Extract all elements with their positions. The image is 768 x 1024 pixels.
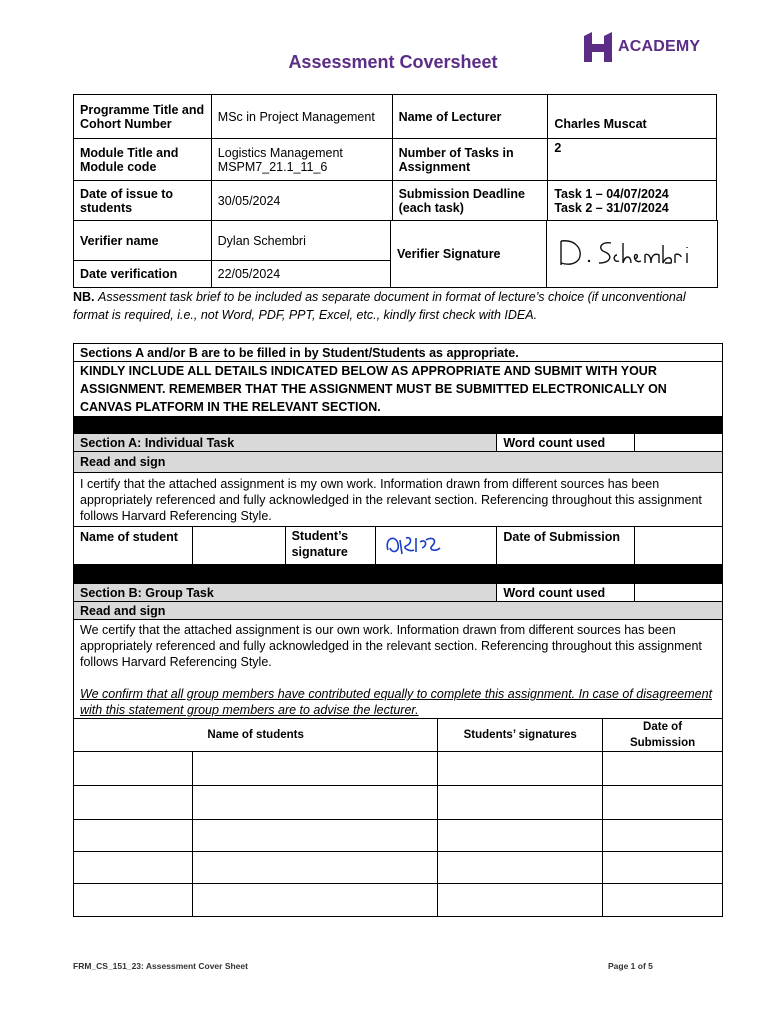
student-date-cell[interactable] [603, 884, 723, 917]
section-a-statement: I certify that the attached assignment is my own work. Information drawn from different sources has been appropriately referenced and fully acknowledged in the relevant section. Referencing throughout this assignment follows Harvard Referencing Style. [74, 473, 723, 527]
student-date-cell[interactable] [603, 820, 723, 852]
divider-bar [74, 417, 723, 434]
verifier-signature-table [390, 220, 718, 288]
student-signature-cell[interactable] [438, 786, 603, 820]
section-b-title: Section B: Group Task [74, 584, 497, 602]
student-name-cell[interactable] [192, 752, 438, 786]
verifier-signature-label: Verifier Signature [391, 221, 547, 288]
issue-label: Date of issue to students [74, 181, 212, 221]
section-a-word-count-label: Word count used [497, 434, 635, 452]
verifier-signature-cell [547, 221, 718, 288]
tasks-value: 2 [548, 139, 717, 181]
verifier-table [73, 220, 391, 288]
table-row [74, 752, 723, 786]
verifier-label: Verifier name [74, 221, 212, 261]
details-table [73, 94, 717, 221]
group-students-table [73, 718, 723, 917]
verifier-signature-image [553, 233, 703, 273]
section-b-read-sign: Read and sign [74, 602, 723, 620]
module-value [211, 139, 392, 181]
deadline-task2: Task 2 – 31/07/2024 [554, 200, 669, 215]
col-date-header: Date of Submission [603, 719, 723, 752]
issue-value: 30/05/2024 [211, 181, 392, 221]
table-row [74, 786, 723, 820]
student-id-cell[interactable] [74, 752, 193, 786]
table-row [74, 852, 723, 884]
table-row [74, 884, 723, 917]
verification-date-value: 22/05/2024 [211, 261, 390, 288]
nb-text: Assessment task brief to be included as separate document in format of lecture’s choice (if unconventional format is required, i.e., not Word, PDF, PPT, Excel, etc., kindly first check with IDEA. [73, 290, 686, 322]
section-b-confirm: We confirm that all group members have contributed equally to complete this assignment. In case of disagreement with this statement group members are to advise the lecturer. [80, 687, 713, 717]
student-id-cell[interactable] [74, 852, 193, 884]
student-name-input[interactable] [192, 527, 285, 565]
student-signature-cell[interactable] [438, 752, 603, 786]
date-of-submission-label: Date of Submission [497, 527, 635, 565]
student-date-cell[interactable] [603, 752, 723, 786]
student-signature-cell[interactable] [438, 820, 603, 852]
nb-label: NB. [73, 290, 95, 304]
student-name-cell[interactable] [192, 884, 438, 917]
footer-page-number: Page 1 of 5 [608, 961, 653, 971]
student-signature-image [382, 530, 446, 558]
section-a-read-sign: Read and sign [74, 452, 723, 473]
instructions-line2: KINDLY INCLUDE ALL DETAILS INDICATED BELOW AS APPROPRIATE AND SUBMIT WITH YOUR ASSIGNMENT. REMEMBER THAT THE ASSIGNMENT MUST BE SUBMITTED ELECTRONICALLY ON CANVAS PLATFORM IN THE RELEVANT SECTION. [74, 362, 723, 417]
section-b-statement-cell [74, 620, 723, 719]
verifier-value: Dylan Schembri [211, 221, 390, 261]
nb-note [73, 288, 723, 324]
lecturer-value: Charles Muscat [548, 95, 717, 139]
tasks-label: Number of Tasks in Assignment [392, 139, 548, 181]
student-section-table [73, 343, 723, 719]
logo-mark-icon [582, 32, 614, 64]
section-a-title: Section A: Individual Task [74, 434, 497, 452]
student-date-cell[interactable] [603, 852, 723, 884]
student-signature-cell[interactable] [438, 852, 603, 884]
section-a-word-count-input[interactable] [635, 434, 723, 452]
table-row [74, 820, 723, 852]
programme-value: MSc in Project Management [211, 95, 392, 139]
student-signature-cell[interactable] [438, 884, 603, 917]
student-date-cell[interactable] [603, 786, 723, 820]
instructions-line1: Sections A and/or B are to be filled in by Student/Students as appropriate. [74, 344, 723, 362]
module-label: Module Title and Module code [74, 139, 212, 181]
student-signature-field[interactable] [376, 527, 497, 565]
col-signatures-header: Students’ signatures [438, 719, 603, 752]
student-id-cell[interactable] [74, 820, 193, 852]
page-title: Assessment Coversheet [288, 52, 498, 72]
deadline-task1: Task 1 – 04/07/2024 [554, 186, 669, 201]
deadline-label: Submission Deadline (each task) [392, 181, 548, 221]
module-title: Logistics Management [217, 145, 343, 160]
verification-date-label: Date verification [74, 261, 212, 288]
date-of-submission-input[interactable] [635, 527, 723, 565]
footer-form-code: FRM_CS_151_23: Assessment Cover Sheet [73, 961, 248, 971]
lecturer-label: Name of Lecturer [392, 95, 548, 139]
student-id-cell[interactable] [74, 884, 193, 917]
section-b-statement: We certify that the attached assignment is our own work. Information drawn from different sources has been appropriately referenced and fully acknowledged in the relevant section. Referencing throughout this assignment follows Harvard Referencing Style. [80, 623, 702, 669]
student-name-label: Name of student [74, 527, 193, 565]
module-code: MSPM7_21.1_11_6 [217, 159, 328, 174]
programme-label: Programme Title and Cohort Number [74, 95, 212, 139]
student-name-cell[interactable] [192, 820, 438, 852]
section-b-word-count-label: Word count used [497, 584, 635, 602]
student-id-cell[interactable] [74, 786, 193, 820]
student-name-cell[interactable] [192, 786, 438, 820]
academy-logo [582, 32, 712, 66]
section-b-word-count-input[interactable] [635, 584, 723, 602]
logo-text: ACADEMY [618, 38, 701, 55]
col-names-header: Name of students [74, 719, 438, 752]
student-name-cell[interactable] [192, 852, 438, 884]
deadline-value [548, 181, 717, 221]
student-signature-label: Student’s signature [285, 527, 376, 565]
divider-bar [74, 565, 723, 584]
